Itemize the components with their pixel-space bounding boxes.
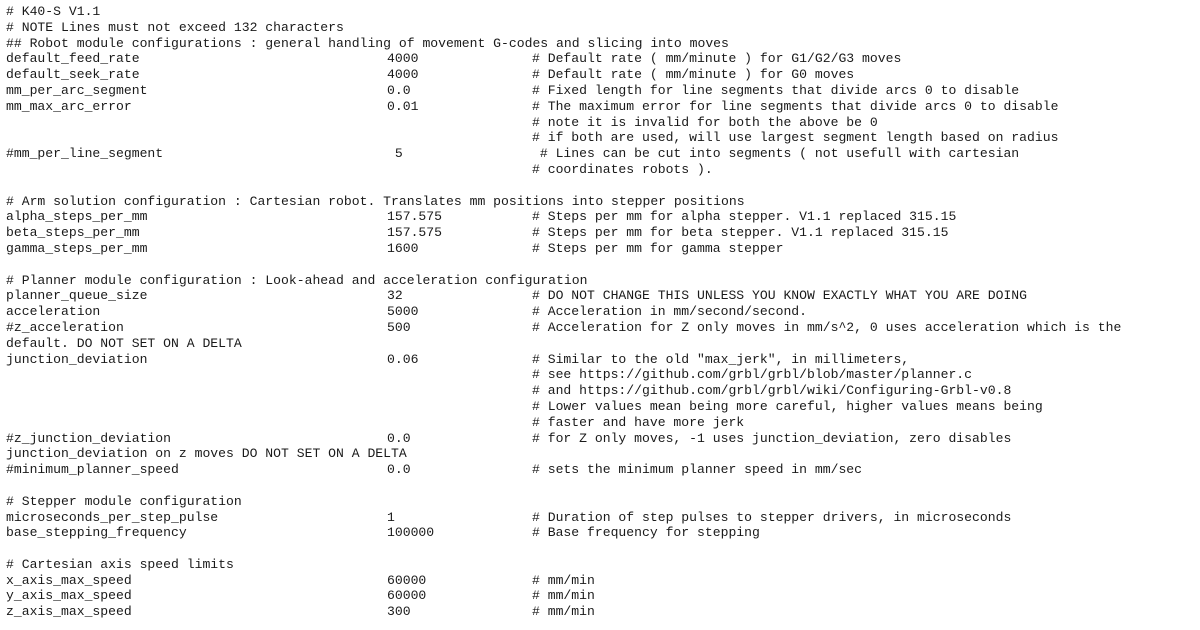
setting-line bbox=[6, 573, 1196, 589]
setting-value: 0.0 bbox=[387, 430, 411, 446]
setting-line bbox=[6, 83, 1196, 99]
setting-line bbox=[6, 352, 1196, 368]
setting-value: 0.06 bbox=[387, 351, 419, 367]
setting-comment: # and https://github.com/grbl/grbl/wiki/Configuring-Grbl-v0.8 bbox=[532, 383, 1012, 399]
setting-value: 60000 bbox=[387, 572, 427, 588]
setting-line bbox=[6, 604, 1196, 620]
setting-key: planner_queue_size bbox=[6, 288, 148, 304]
setting-line bbox=[6, 130, 1196, 146]
setting-line bbox=[6, 320, 1196, 336]
setting-value: 32 bbox=[387, 288, 403, 304]
setting-comment: # mm/min bbox=[532, 588, 595, 604]
setting-comment: # faster and have more jerk bbox=[532, 414, 745, 430]
comment-line bbox=[6, 446, 1196, 462]
setting-key: mm_max_arc_error bbox=[6, 98, 132, 114]
blank-line bbox=[6, 257, 1196, 273]
setting-value: 5000 bbox=[387, 304, 419, 320]
setting-comment: # Duration of step pulses to stepper drivers, in microseconds bbox=[532, 509, 1012, 525]
setting-key: microseconds_per_step_pulse bbox=[6, 509, 219, 525]
setting-key: gamma_steps_per_mm bbox=[6, 240, 148, 256]
comment-line bbox=[6, 4, 1196, 20]
setting-comment: # DO NOT CHANGE THIS UNLESS YOU KNOW EXACTLY WHAT YOU ARE DOING bbox=[532, 288, 1028, 304]
blank-line bbox=[6, 541, 1196, 557]
blank-line bbox=[6, 178, 1196, 194]
setting-line bbox=[6, 99, 1196, 115]
setting-comment: # if both are used, will use largest segment length based on radius bbox=[532, 130, 1059, 146]
setting-comment: # Acceleration in mm/second/second. bbox=[532, 304, 808, 320]
setting-line bbox=[6, 462, 1196, 478]
setting-line bbox=[6, 288, 1196, 304]
setting-value: 100000 bbox=[387, 525, 435, 541]
setting-key: beta_steps_per_mm bbox=[6, 225, 140, 241]
setting-line bbox=[6, 115, 1196, 131]
setting-line bbox=[6, 431, 1196, 447]
setting-value: 1 bbox=[387, 509, 395, 525]
setting-value: 60000 bbox=[387, 588, 427, 604]
setting-line bbox=[6, 209, 1196, 225]
line-text: # NOTE Lines must not exceed 132 characters bbox=[6, 19, 344, 35]
setting-comment: # Default rate ( mm/minute ) for G0 moves bbox=[532, 67, 855, 83]
setting-key: #z_junction_deviation bbox=[6, 430, 172, 446]
line-text: default. DO NOT SET ON A DELTA bbox=[6, 335, 242, 351]
setting-key: junction_deviation bbox=[6, 351, 148, 367]
setting-comment: # mm/min bbox=[532, 604, 595, 620]
setting-key: default_seek_rate bbox=[6, 67, 140, 83]
setting-value: 157.575 bbox=[387, 225, 443, 241]
setting-value: 300 bbox=[387, 604, 411, 620]
setting-value: 500 bbox=[387, 319, 411, 335]
setting-line bbox=[6, 399, 1196, 415]
comment-line bbox=[6, 336, 1196, 352]
line-text: # Planner module configuration : Look-ahead and acceleration configuration bbox=[6, 272, 588, 288]
setting-value: 0.01 bbox=[387, 98, 419, 114]
setting-line bbox=[6, 146, 1196, 162]
setting-key: alpha_steps_per_mm bbox=[6, 209, 148, 225]
setting-comment: # Similar to the old "max_jerk", in millimeters, bbox=[532, 351, 910, 367]
setting-line bbox=[6, 241, 1196, 257]
setting-value: 0.0 bbox=[387, 82, 411, 98]
setting-comment: # sets the minimum planner speed in mm/sec bbox=[532, 462, 863, 478]
comment-line bbox=[6, 36, 1196, 52]
setting-comment: # Fixed length for line segments that divide arcs 0 to disable bbox=[532, 82, 1020, 98]
setting-line bbox=[6, 304, 1196, 320]
comment-line bbox=[6, 273, 1196, 289]
config-file-view bbox=[6, 4, 1196, 626]
setting-key: #z_acceleration bbox=[6, 319, 124, 335]
setting-comment: # The maximum error for line segments that divide arcs 0 to disable bbox=[532, 98, 1059, 114]
setting-key: base_stepping_frequency bbox=[6, 525, 187, 541]
setting-comment: # coordinates robots ). bbox=[532, 161, 713, 177]
setting-comment: # Steps per mm for beta stepper. V1.1 replaced 315.15 bbox=[532, 225, 949, 241]
setting-line bbox=[6, 510, 1196, 526]
setting-line bbox=[6, 588, 1196, 604]
comment-line bbox=[6, 194, 1196, 210]
setting-line bbox=[6, 162, 1196, 178]
line-text: # Cartesian axis speed limits bbox=[6, 556, 234, 572]
setting-comment: # mm/min bbox=[532, 572, 595, 588]
blank-line bbox=[6, 478, 1196, 494]
setting-comment: # Steps per mm for alpha stepper. V1.1 replaced 315.15 bbox=[532, 209, 957, 225]
line-text: ## Robot module configurations : general handling of movement G-codes and slicing into moves bbox=[6, 35, 729, 51]
setting-key: z_axis_max_speed bbox=[6, 604, 132, 620]
comment-line bbox=[6, 20, 1196, 36]
line-text: # Stepper module configuration bbox=[6, 493, 242, 509]
comment-line bbox=[6, 557, 1196, 573]
setting-value: 0.0 bbox=[387, 462, 411, 478]
comment-line bbox=[6, 494, 1196, 510]
setting-value: 1600 bbox=[387, 240, 419, 256]
setting-comment: # Steps per mm for gamma stepper bbox=[532, 240, 784, 256]
line-text: # K40-S V1.1 bbox=[6, 4, 101, 19]
setting-key: #minimum_planner_speed bbox=[6, 462, 179, 478]
setting-key: acceleration bbox=[6, 304, 101, 320]
setting-comment: # Base frequency for stepping bbox=[532, 525, 760, 541]
setting-comment: # Default rate ( mm/minute ) for G1/G2/G3 moves bbox=[532, 51, 902, 67]
setting-value: 157.575 bbox=[387, 209, 443, 225]
setting-key: #mm_per_line_segment bbox=[6, 146, 164, 162]
setting-comment: # note it is invalid for both the above be 0 bbox=[532, 114, 878, 130]
setting-line bbox=[6, 383, 1196, 399]
setting-value: 5 bbox=[387, 146, 403, 162]
setting-comment: # Lines can be cut into segments ( not usefull with cartesian bbox=[532, 146, 1020, 162]
setting-value: 4000 bbox=[387, 51, 419, 67]
setting-value: 4000 bbox=[387, 67, 419, 83]
line-text: junction_deviation on z moves DO NOT SET ON A DELTA bbox=[6, 446, 407, 462]
setting-line bbox=[6, 51, 1196, 67]
setting-line bbox=[6, 415, 1196, 431]
setting-line bbox=[6, 367, 1196, 383]
setting-key: mm_per_arc_segment bbox=[6, 82, 148, 98]
setting-key: x_axis_max_speed bbox=[6, 572, 132, 588]
setting-comment: # Acceleration for Z only moves in mm/s^2, 0 uses acceleration which is the bbox=[532, 319, 1122, 335]
line-text: # Arm solution configuration : Cartesian robot. Translates mm positions into stepper positions bbox=[6, 193, 745, 209]
setting-comment: # see https://github.com/grbl/grbl/blob/master/planner.c bbox=[532, 367, 973, 383]
setting-key: default_feed_rate bbox=[6, 51, 140, 67]
setting-line bbox=[6, 225, 1196, 241]
setting-line bbox=[6, 67, 1196, 83]
setting-comment: # for Z only moves, -1 uses junction_deviation, zero disables bbox=[532, 430, 1012, 446]
setting-key: y_axis_max_speed bbox=[6, 588, 132, 604]
setting-comment: # Lower values mean being more careful, higher values means being bbox=[532, 398, 1043, 414]
setting-line bbox=[6, 525, 1196, 541]
